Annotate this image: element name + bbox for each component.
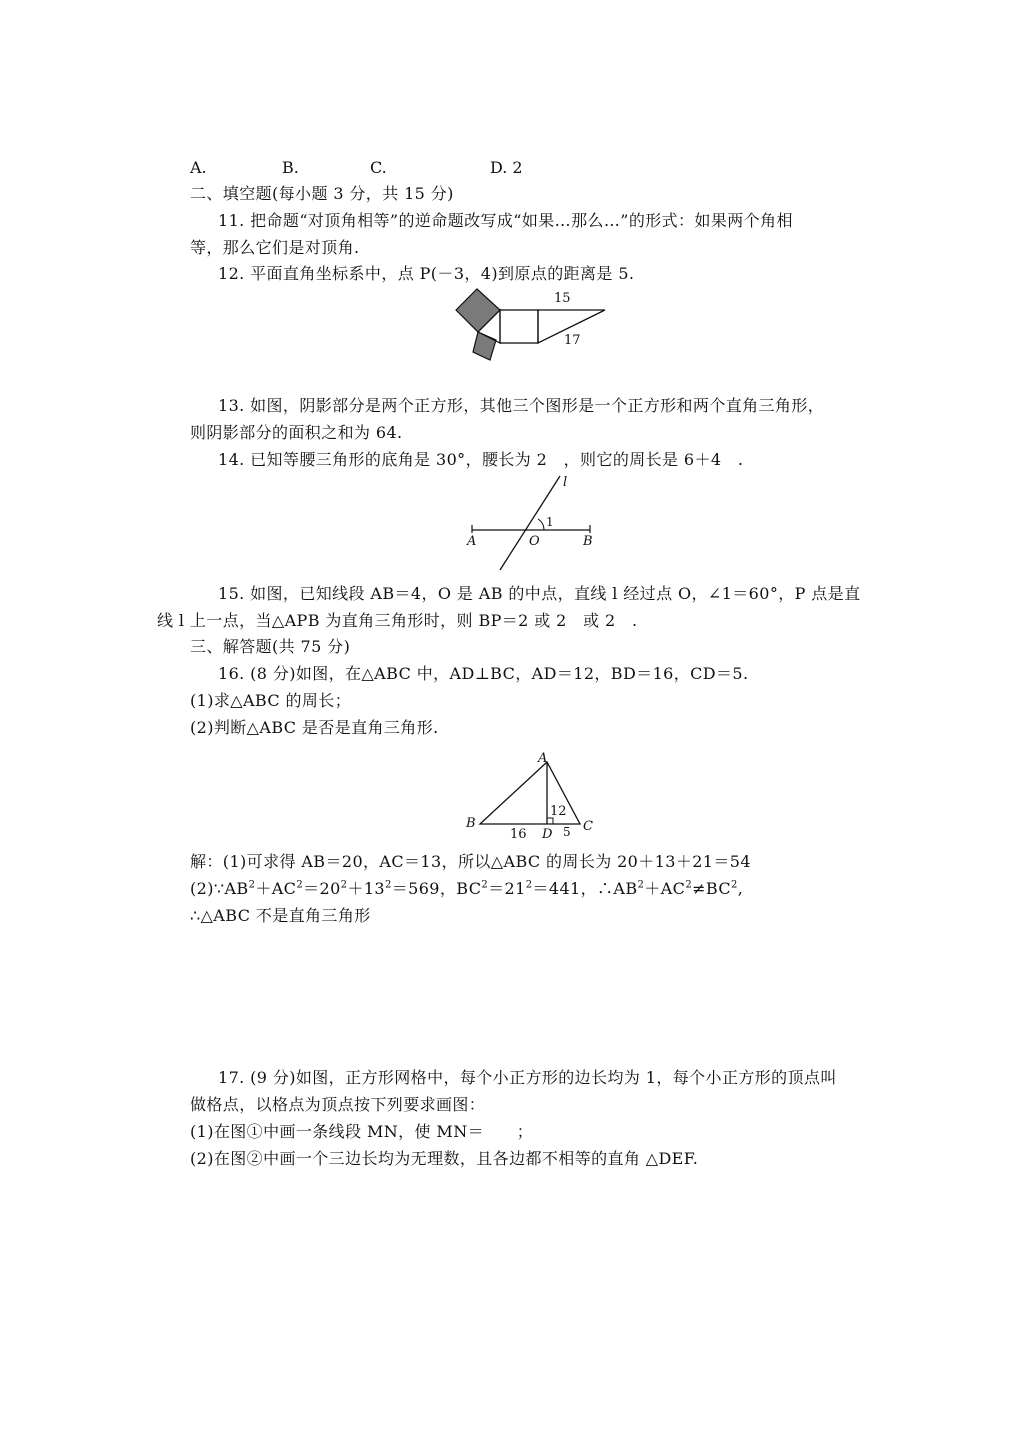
sup-3: 2 — [340, 879, 348, 891]
choice-c: C. — [370, 158, 387, 177]
sol16-part-c: ＝20 — [303, 879, 341, 898]
q16-part2: (2)判断△ABC 是否是直角三角形. — [190, 718, 439, 737]
sol16-line3: ∴△ABC 不是直角三角形 — [190, 906, 371, 925]
sol16-part-g: ＝441，∴AB — [532, 879, 638, 898]
sup-5: 2 — [481, 879, 489, 891]
q13-line2: 则阴影部分的面积之和为 64. — [190, 423, 403, 442]
q15-line2: 线 l 上一点，当△APB 为直角三角形时，则 BP＝2 或 2 或 2 . — [157, 611, 638, 630]
sol16-part-b: ＋AC — [255, 879, 297, 898]
label-17: 17 — [564, 333, 581, 348]
q12-line1: 12. 平面直角坐标系中，点 P(－3，4)到原点的距离是 5. — [218, 264, 635, 283]
label-5: 5 — [563, 825, 571, 839]
label-a: A — [538, 751, 548, 766]
sol16-part-d: ＋13 — [347, 879, 385, 898]
sup-1: 2 — [248, 879, 256, 891]
label-a: A — [467, 534, 477, 549]
q17-line1: 17. (9 分)如图，正方形网格中，每个小正方形的边长均为 1，每个小正方形的顶点叫 — [218, 1068, 837, 1087]
choice-b: B. — [282, 158, 299, 177]
choice-d: D. 2 — [490, 158, 523, 177]
q13-figure — [450, 282, 620, 366]
choice-a: A. — [190, 158, 207, 177]
sup-6: 2 — [525, 879, 533, 891]
sol16-part-f: ＝21 — [488, 879, 526, 898]
sol16-part-e: ＝569，BC — [391, 879, 482, 898]
label-angle-1: 1 — [546, 515, 554, 529]
label-16: 16 — [510, 827, 527, 842]
label-d: D — [542, 827, 553, 842]
middle-square — [500, 310, 538, 343]
sup-8: 2 — [685, 879, 693, 891]
label-o: O — [529, 534, 540, 549]
label-b: B — [466, 816, 476, 831]
q17-part1: (1)在图①中画一条线段 MN，使 MN＝ ； — [190, 1122, 534, 1141]
sol16-part-h: ＋AC — [644, 879, 686, 898]
sup-9: 2 — [730, 879, 738, 891]
q11-line2: 等，那么它们是对顶角. — [190, 238, 360, 257]
sup-4: 2 — [384, 879, 392, 891]
q13-line1: 13. 如图，阴影部分是两个正方形，其他三个图形是一个正方形和两个直角三角形， — [218, 396, 825, 415]
label-b: B — [583, 534, 593, 549]
sol16-line2 — [190, 877, 743, 901]
label-12: 12 — [550, 804, 567, 819]
q16-figure — [460, 748, 600, 842]
q14-line1: 14. 已知等腰三角形的底角是 30°，腰长为 2 ，则它的周长是 6＋4 . — [218, 450, 744, 469]
sup-7: 2 — [637, 879, 645, 891]
sup-2: 2 — [296, 879, 304, 891]
section2-heading: 二、填空题(每小题 3 分，共 15 分) — [190, 184, 454, 203]
q17-line2: 做格点，以格点为顶点按下列要求画图： — [190, 1095, 486, 1114]
q17-part2: (2)在图②中画一个三边长均为无理数，且各边都不相等的直角 △DEF. — [190, 1149, 699, 1168]
q16-part1: (1)求△ABC 的周长； — [190, 691, 352, 710]
q15-figure — [462, 470, 602, 572]
shaded-square-large — [456, 289, 500, 332]
sol16-line1: 解：(1)可求得 AB＝20，AC＝13，所以△ABC 的周长为 20＋13＋21＝54 — [190, 852, 751, 871]
q15-line1: 15. 如图，已知线段 AB＝4，O 是 AB 的中点，直线 l 经过点 O，∠1＝60°，P 点是直 — [218, 584, 861, 603]
sol16-part-j: , — [737, 879, 744, 898]
q16-line1: 16. (8 分)如图，在△ABC 中，AD⊥BC，AD＝12，BD＝16，CD＝5. — [218, 664, 749, 683]
sol16-part-i: ≠BC — [692, 879, 731, 898]
sol16-part-a: (2)∵AB — [190, 879, 249, 898]
q10-choices — [190, 156, 550, 180]
section3-heading: 三、解答题(共 75 分) — [190, 637, 351, 656]
shaded-square-small — [473, 332, 496, 360]
angle-arc — [538, 519, 544, 530]
label-c: C — [583, 819, 593, 834]
label-15: 15 — [554, 291, 571, 306]
q11-line1: 11. 把命题“对顶角相等”的逆命题改写成“如果…那么…”的形式：如果两个角相 — [218, 211, 793, 230]
label-l: l — [563, 475, 568, 490]
